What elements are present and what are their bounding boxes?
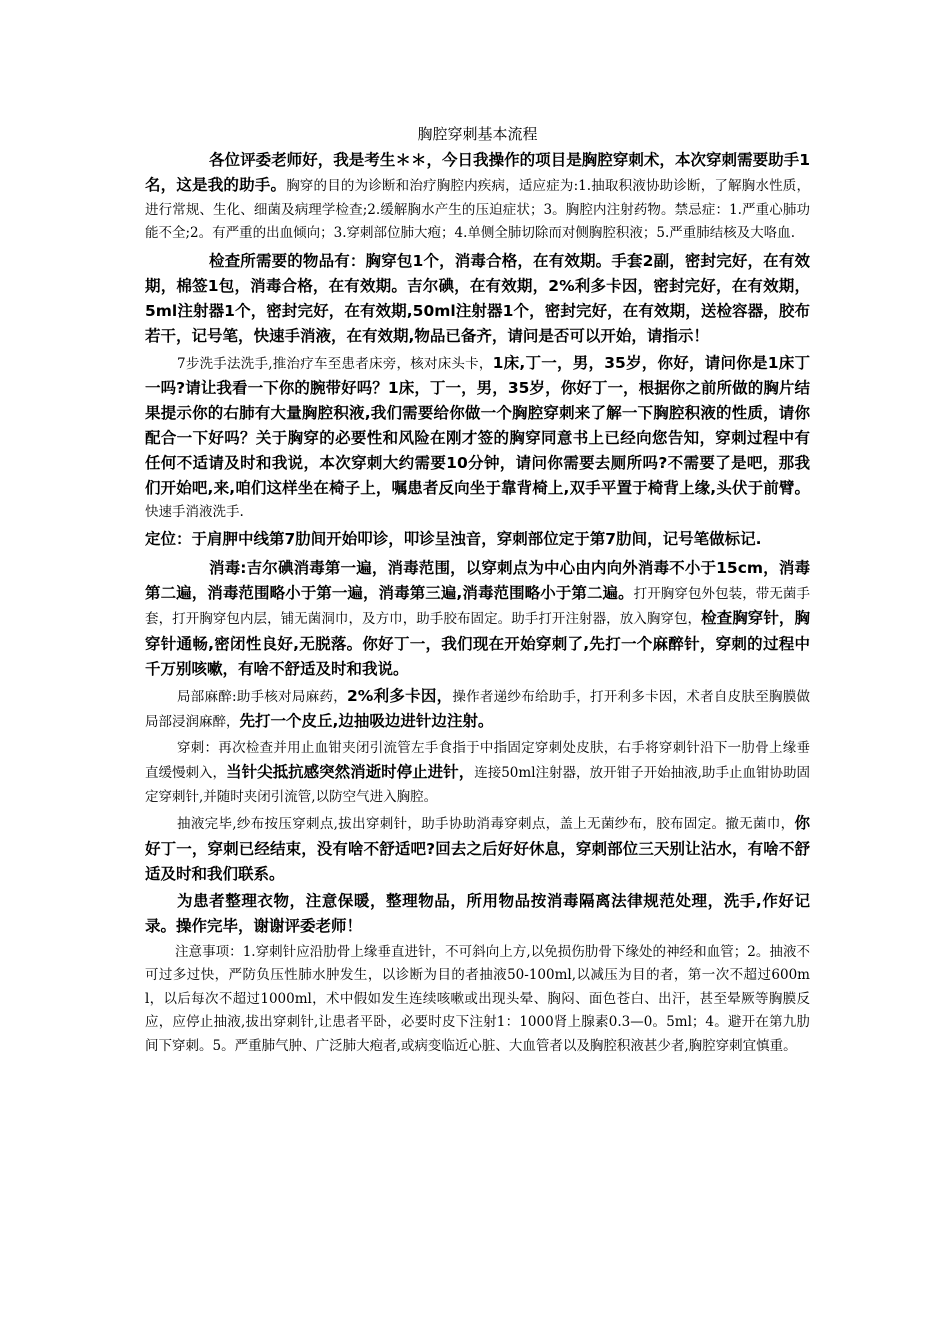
text-run: 局部麻醉:助手核对局麻药， (177, 688, 347, 705)
text-run: 为患者整理衣物，注意保暖，整理物品，所用物品按消毒隔离法律规范处理，洗手,作好记录。操作完毕，谢谢评委老师！ (145, 891, 810, 935)
text-run: 快速手消液洗手. (145, 504, 244, 520)
document-page (145, 118, 810, 1058)
paragraph-patient-check (145, 351, 810, 525)
text-run: 检查胸穿针，胸穿针通畅,密闭性良好,无脱落。你好丁一，我们现在开始穿刺了,先打一个麻醉针，穿刺的过程中千万别咳嗽，有啥不舒适及时和我说。 (145, 609, 810, 678)
text-run: 你好丁一，穿刺已经结束，没有啥不舒适吧?回去之后好好休息，穿刺部位三天别让沾水，有啥不舒适及时和我们联系。 (145, 814, 810, 883)
paragraph-anesthesia (145, 684, 810, 735)
text-run: 当针尖抵抗感突然消逝时停止进针， (226, 763, 475, 781)
text-run: 穿刺：再次检查并用止血钳夹闭引流管左手食指于中指固定穿刺处皮肤，右手将穿刺针沿下一肋骨上缘垂直缓慢刺入， (145, 739, 810, 781)
text-run: 各位评委老师好，我是考生＊＊，今日我操作的项目是胸腔穿刺术，本次穿刺需要助手1名，这是我的助手。 (145, 151, 810, 194)
paragraph-finish-extraction (145, 811, 810, 887)
text-run: 7步洗手法洗手,推治疗车至患者床旁，核对床头卡， (177, 355, 493, 372)
text-run: 胸穿的目的为诊断和治疗胸腔内疾病，适应症为:1.抽取积液协助诊断，了解胸水性质，进行常规、生化、细菌及病理学检查;2.缓解胸水产生的压迫症状；3。胸腔内注射药物。禁忌症：1.严重心肺功能不全;2。有严重的出血倾向；3.穿刺部位肺大疱；4.单侧全肺切除而对侧胸腔积液；5.严重肺结核及大咯血. (145, 178, 810, 241)
paragraph-disinfection (145, 556, 810, 682)
text-run: 连接50ml注射器，放开钳子开始抽液,助手止血钳协助固定穿刺针,并随时夹闭引流管,以防空气进入胸腔。 (145, 765, 810, 805)
text-run: 抽液完毕,纱布按压穿刺点,拔出穿刺针，助手协助消毒穿刺点，盖上无菌纱布，胶布固定。撤无菌巾， (177, 816, 795, 832)
paragraph-supplies (145, 249, 810, 349)
text-run: 消毒:吉尔碘消毒第一遍，消毒范围，以穿刺点为中心由内向外消毒不小于15cm，消毒第二遍，消毒范围略小于第一遍，消毒第三遍,消毒范围略小于第二遍。 (145, 558, 810, 602)
text-run: 操作者递纱布给助手，打开利多卡因，术者自皮肤至胸膜做局部浸润麻醉， (145, 688, 810, 730)
text-run: 2%利多卡因， (346, 686, 453, 705)
page-title: 胸腔穿刺基本流程 (417, 125, 538, 143)
paragraph-positioning (145, 527, 810, 552)
text-run: 检查所需要的物品有：胸穿包1个，消毒合格，在有效期。手套2副，密封完好，在有效期，棉签1包，消毒合格，在有效期。吉尔碘，在有效期，2%利多卡因，密封完好，在有效期，5ml注射器1个，密封完好，在有效期,50ml注射器1个，密封完好，在有效期，送检容器，胶布若干，记号笔，快速手消液，在有效期,物品已备齐，请问是否可以开始，请指示！ (145, 251, 810, 345)
text-run: 注意事项：1.穿刺针应沿肋骨上缘垂直进针，不可斜向上方,以免损伤肋骨下缘处的神经和血管；2。抽液不可过多过快，严防负压性肺水肿发生，以诊断为目的者抽液50-100ml,以减压为目的者，第一次不超过600ml，以后每次不超过1000ml，术中假如发生连续咳嗽或出现头晕、胸闷、面色苍白、出汗，甚至晕厥等胸膜反应，应停止抽液,拔出穿刺针,让患者平卧，必要时皮下注射1：1000肾上腺素0.3—0。5ml；4。避开在第九肋间下穿刺。5。严重肺气肿、广泛肺大疱者,或病变临近心脏、大血管者以及胸腔积液甚少者,胸腔穿刺宜慎重。 (145, 943, 810, 1054)
text-run: 定位：于肩胛中线第7肋间开始叩诊，叩诊呈浊音，穿刺部位定于第7肋间，记号笔做标记. (145, 529, 762, 548)
paragraph-cleanup (145, 889, 810, 939)
paragraph-intro (145, 148, 810, 246)
paragraph-precautions (145, 941, 810, 1059)
text-run: 先打一个皮丘,边抽吸边进针边注射。 (239, 712, 494, 730)
text-run: 打开胸穿包外包装，带无菌手套，打开胸穿包内层，铺无菌洞巾，及方巾，助手胶布固定。助手打开注射器，放入胸穿包， (145, 585, 811, 627)
text-run: 1床,丁一，男，35岁，你好，请问你是1床丁一吗?请让我看一下你的腕带好吗？1床，丁一，男，35岁，你好丁一，根据你之前所做的胸片结果提示你的右肺有大量胸腔积液,我们需要给你做一个胸腔穿刺来了解一下胸腔积液的性质，请你配合一下好吗？关于胸穿的必要性和风险在刚才签的胸穿同意书上已经向您告知，穿刺过程中有任何不适请及时和我说，本次穿刺大约需要10分钟，请问你需要去厕所吗?不需要了是吧，那我们开始吧,来,咱们这样坐在椅子上，嘱患者反向坐于靠背椅上,双手平置于椅背上缘,头伏于前臂。 (145, 353, 810, 497)
paragraph-puncture (145, 737, 810, 810)
